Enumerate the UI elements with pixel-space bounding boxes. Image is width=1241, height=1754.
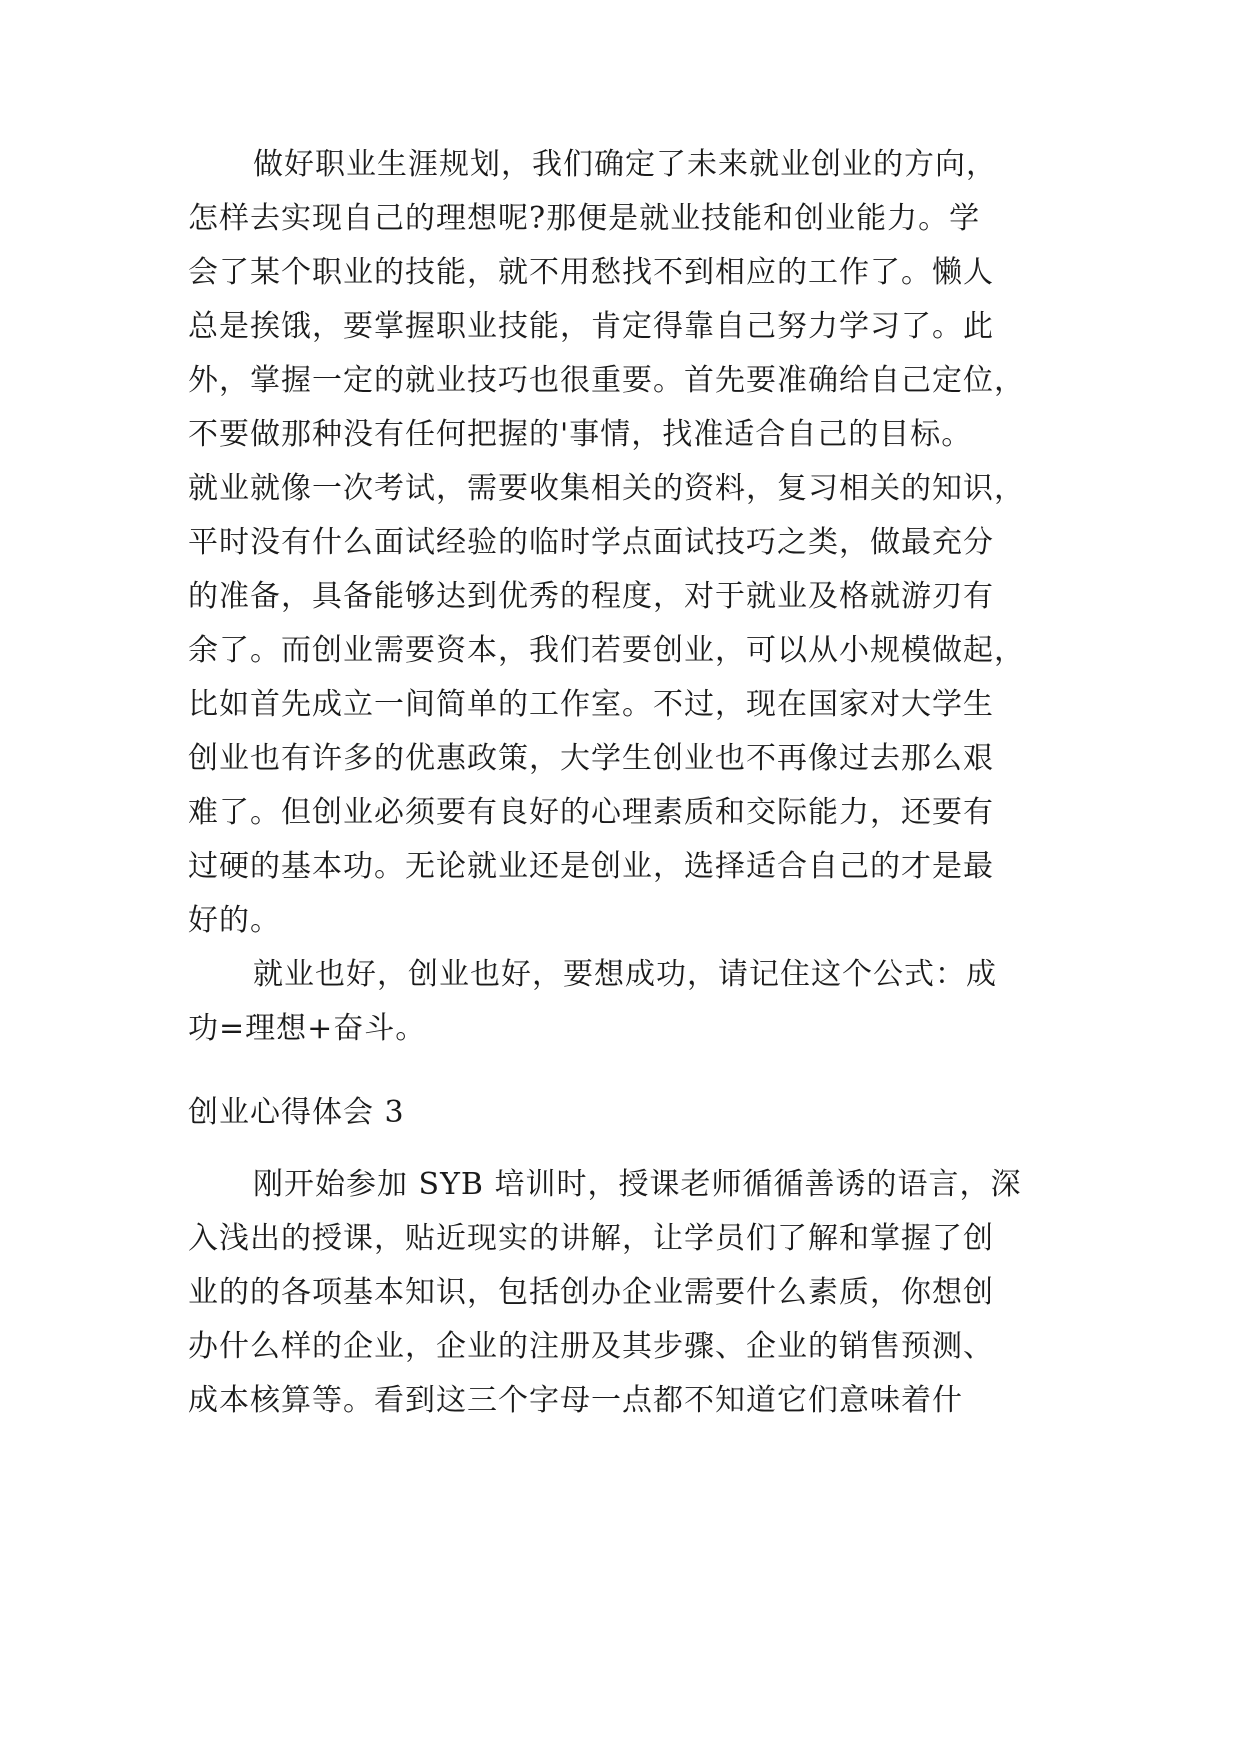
- paragraph-line: 好的。: [188, 903, 281, 938]
- paragraph-line: 功=理想+奋斗。: [188, 1011, 427, 1046]
- paragraph-line: 入浅出的授课，贴近现实的讲解，让学员们了解和掌握了创: [188, 1221, 994, 1256]
- paragraph-line: 就业就像一次考试，需要收集相关的资料，复习相关的知识，: [188, 471, 1025, 506]
- paragraph-line: 就业也好，创业也好，要想成功，请记住这个公式：成: [253, 957, 997, 992]
- paragraph-line: 怎样去实现自己的理想呢?那便是就业技能和创业能力。学: [188, 201, 981, 236]
- paragraph-line: 余了。而创业需要资本，我们若要创业，可以从小规模做起，: [188, 633, 1025, 668]
- paragraph-line: 平时没有什么面试经验的临时学点面试技巧之类，做最充分: [188, 525, 994, 560]
- paragraph-line: 办什么样的企业，企业的注册及其步骤、企业的销售预测、: [188, 1329, 994, 1364]
- paragraph-line: 过硬的基本功。无论就业还是创业，选择适合自己的才是最: [188, 849, 994, 884]
- paragraph-line: 会了某个职业的技能，就不用愁找不到相应的工作了。懒人: [188, 255, 994, 290]
- paragraph-line: 的准备，具备能够达到优秀的程度，对于就业及格就游刃有: [188, 579, 994, 614]
- paragraph-line: 业的的各项基本知识，包括创办企业需要什么素质，你想创: [188, 1275, 994, 1310]
- paragraph-line: 创业也有许多的优惠政策，大学生创业也不再像过去那么艰: [188, 741, 994, 776]
- paragraph-line: 成本核算等。看到这三个字母一点都不知道它们意味着什: [188, 1383, 963, 1418]
- paragraph-line: 做好职业生涯规划，我们确定了未来就业创业的方向，: [253, 147, 997, 182]
- paragraph-line: 外，掌握一定的就业技巧也很重要。首先要准确给自己定位，: [188, 363, 1025, 398]
- section-title: 创业心得体会 3: [188, 1095, 405, 1130]
- paragraph-line: 总是挨饿，要掌握职业技能，肯定得靠自己努力学习了。此: [188, 309, 994, 344]
- paragraph-line: 不要做那种没有任何把握的'事情，找准适合自己的目标。: [188, 417, 973, 452]
- paragraph-line: 比如首先成立一间简单的工作室。不过，现在国家对大学生: [188, 687, 994, 722]
- paragraph-line: 难了。但创业必须要有良好的心理素质和交际能力，还要有: [188, 795, 994, 830]
- paragraph-line: 刚开始参加 SYB 培训时，授课老师循循善诱的语言，深: [253, 1167, 1022, 1202]
